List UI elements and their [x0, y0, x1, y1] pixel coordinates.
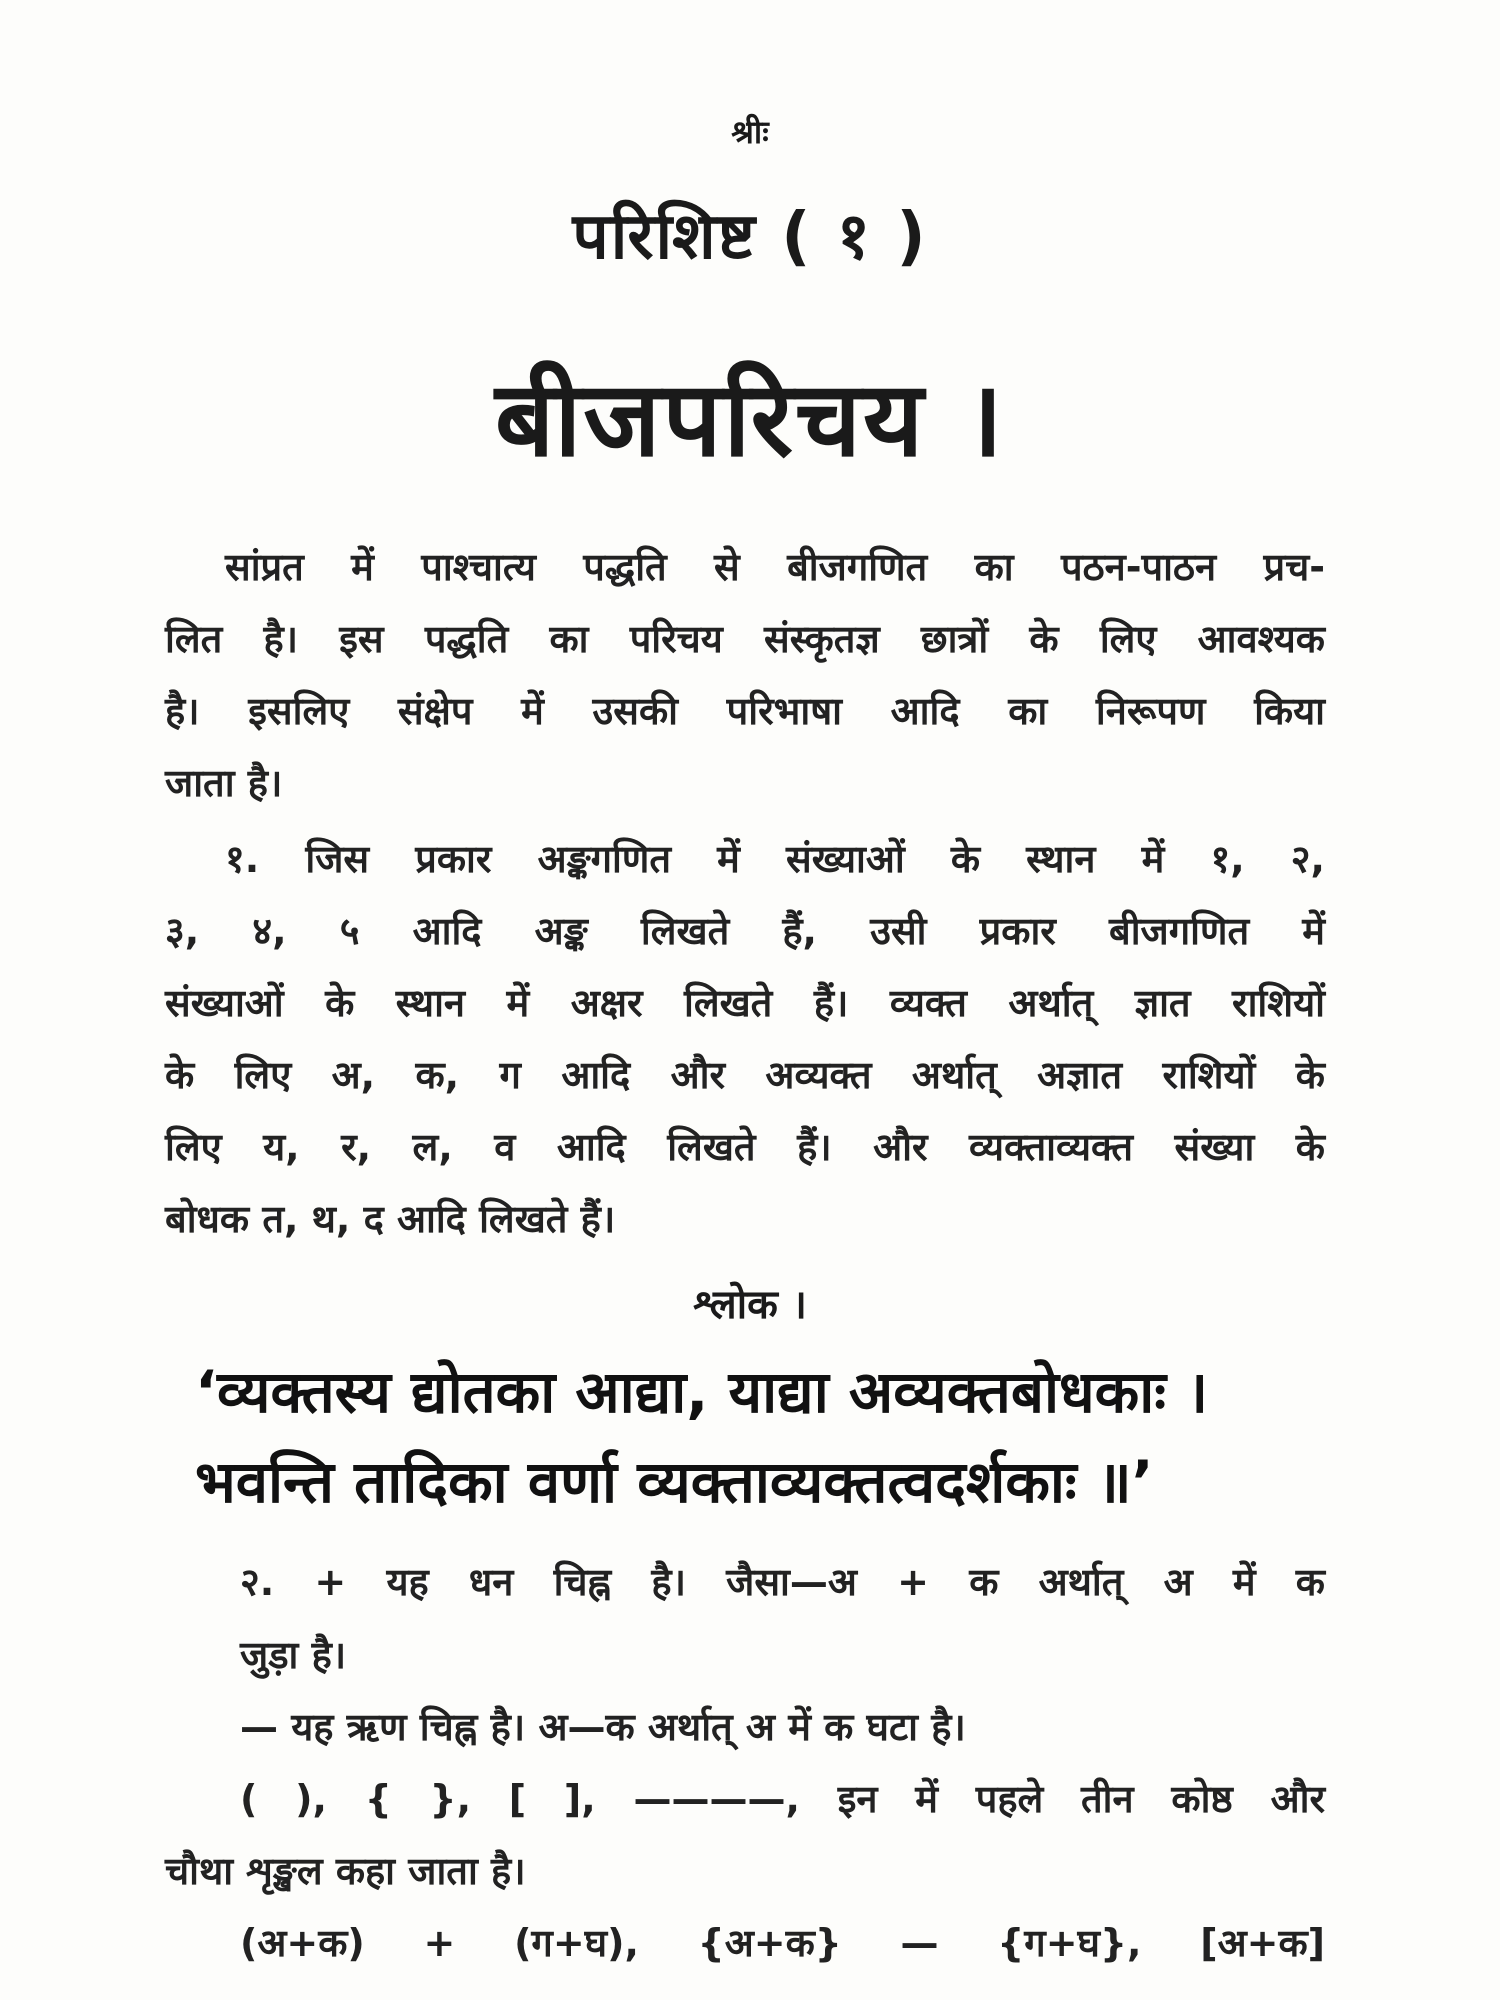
shloka-heading: श्लोक ।	[693, 1282, 807, 1328]
intro-line-3: है। इसलिए संक्षेप में उसकी परिभाषा आदि का निरूपण किया	[165, 689, 1325, 733]
para2-line-4: ( ), { }, [ ], ————, इन में पहले तीन कोष्ठ और	[240, 1777, 1325, 1821]
invocation: श्रीः	[731, 113, 769, 151]
para1-line-4: के लिए अ, क, ग आदि और अव्यक्त अर्थात् अज्ञात राशियों के	[165, 1053, 1325, 1097]
para2-line-3: — यह ऋण चिह्न है। अ—क अर्थात् अ में क घटा है।	[240, 1705, 966, 1749]
para1-line-1: १. जिस प्रकार अङ्कगणित में संख्याओं के स्थान में १, २,	[225, 837, 1325, 881]
main-title: बीजपरिचय ।	[494, 358, 1005, 480]
shloka-line-2: भवन्ति तादिका वर्णा व्यक्ताव्यक्तत्वदर्शकाः ॥’	[195, 1448, 1154, 1516]
intro-line-2: लित है। इस पद्धति का परिचय संस्कृतज्ञ छात्रों के लिए आवश्यक	[165, 617, 1325, 661]
para1-line-2: ३, ४, ५ आदि अङ्क लिखते हैं, उसी प्रकार बीजगणित में	[165, 909, 1325, 953]
para2-line-2: जुड़ा है।	[240, 1633, 347, 1677]
para1-line-3: संख्याओं के स्थान में अक्षर लिखते हैं। व्यक्त अर्थात् ज्ञात राशियों	[165, 981, 1325, 1025]
appendix-title: परिशिष्ट ( १ )	[572, 200, 928, 274]
para2-line-6: (अ+क) + (ग+घ), {अ+क} — {ग+घ}, [अ+क]	[240, 1921, 1325, 1965]
para1-line-5: लिए य, र, ल, व आदि लिखते हैं। और व्यक्ताव्यक्त संख्या के	[165, 1125, 1325, 1169]
intro-line-1: सांप्रत में पाश्चात्य पद्धति से बीजगणित का पठन-पाठन प्रच-	[225, 545, 1325, 589]
para2-line-5: चौथा शृङ्खल कहा जाता है।	[165, 1849, 526, 1893]
para1-line-6: बोधक त, थ, द आदि लिखते हैं।	[165, 1197, 616, 1241]
shloka-line-1: ‘व्यक्तस्य द्योतका आद्या, याद्या अव्यक्तबोधकाः ।	[195, 1358, 1209, 1426]
para2-line-1: २. + यह धन चिह्न है। जैसा—अ + क अर्थात् अ में क	[240, 1560, 1325, 1604]
intro-line-4: जाता है।	[165, 761, 283, 805]
